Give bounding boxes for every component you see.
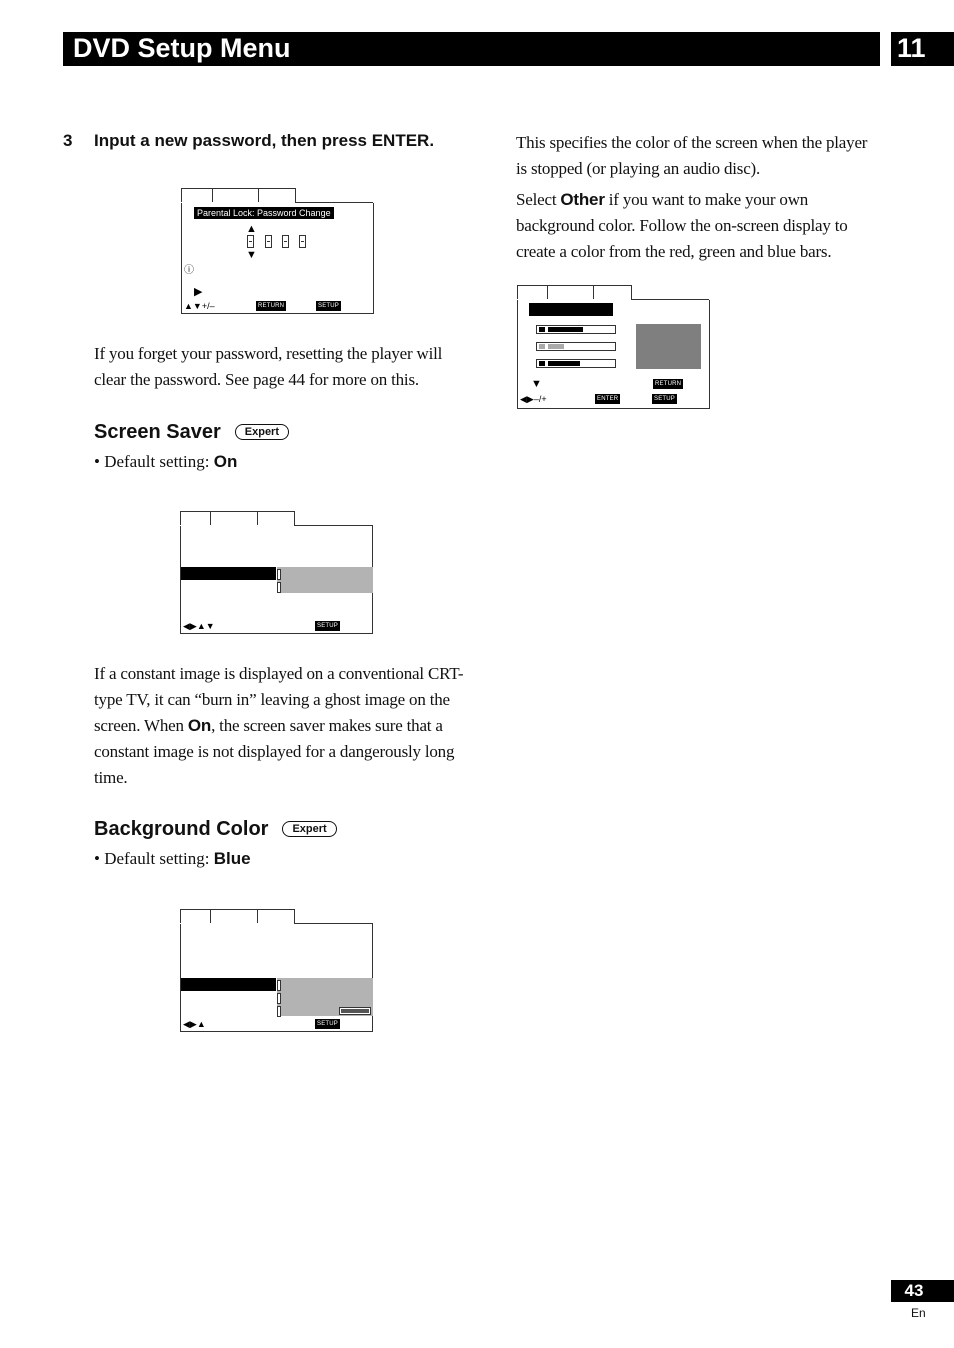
option-marker xyxy=(277,993,281,1004)
screen-frame xyxy=(517,300,710,409)
red-fill xyxy=(548,327,583,332)
screen-tab xyxy=(547,285,594,299)
info-circle-icon: ⓘ xyxy=(184,265,194,276)
screen-saver-heading xyxy=(94,421,289,444)
background-color-other-text xyxy=(516,187,881,265)
screen-tab xyxy=(212,188,259,202)
setup-key: SETUP xyxy=(318,303,340,309)
down-arrow-icon: ▼ xyxy=(531,378,542,390)
password-digit xyxy=(247,235,254,248)
screen-frame xyxy=(180,924,373,1032)
section-title: Screen Saver xyxy=(94,421,221,443)
control-hint: ◀▶▲▼ xyxy=(183,621,215,631)
enter-key: ENTER xyxy=(597,396,619,402)
screen-frame xyxy=(180,526,373,634)
return-key: RETURN xyxy=(655,381,682,387)
expert-badge: Expert xyxy=(235,424,289,440)
screen-tab xyxy=(180,909,211,923)
control-hint: ◀▶▲ xyxy=(183,1019,206,1029)
forget-password-text: If you forget your password, resetting the player will clear the password. See page 44 for more on this. xyxy=(94,344,443,389)
setup-key: SETUP xyxy=(654,396,676,402)
screen-tab xyxy=(210,909,258,923)
background-color-heading xyxy=(94,818,337,841)
setup-key: SETUP xyxy=(317,1021,339,1027)
default-value: Blue xyxy=(213,849,251,868)
screen-tab xyxy=(517,285,548,299)
step-number: 3 xyxy=(63,131,73,150)
screen-label: Parental Lock: Password Change xyxy=(194,207,334,219)
option-marker xyxy=(277,980,281,991)
screen-tab-active xyxy=(258,188,296,202)
screen-tab xyxy=(181,188,213,202)
step-instruction xyxy=(63,131,434,151)
desc-text: if you want to make your own background color. Follow the on-screen display to create a color from the red, green and blue bars. xyxy=(516,190,848,261)
blue-bar[interactable] xyxy=(536,359,616,368)
screen-saver-default xyxy=(94,452,237,472)
screen-frame xyxy=(181,203,374,314)
up-arrow-icon: ▲ xyxy=(246,223,257,235)
background-color-default xyxy=(94,849,251,869)
green-bar[interactable] xyxy=(536,342,616,351)
expert-badge: Expert xyxy=(282,821,336,837)
option-box xyxy=(339,1007,371,1015)
desc-text: If a constant image is displayed on a conventional CRT-type TV, it can “burn in” leaving a ghost image on the screen. When xyxy=(94,664,464,735)
green-fill xyxy=(548,344,564,349)
default-label: • Default setting: xyxy=(94,452,214,471)
option-marker xyxy=(277,569,281,580)
menu-title-highlight xyxy=(529,303,613,316)
return-key: RETURN xyxy=(258,303,285,309)
page-number: 43 xyxy=(904,1281,924,1300)
selected-menu-item xyxy=(181,978,276,991)
screen-tab-active xyxy=(257,511,295,525)
background-color-description: This specifies the color of the screen when the player is stopped (or playing an audio disc). xyxy=(516,133,868,178)
default-label: • Default setting: xyxy=(94,849,214,868)
selected-menu-item xyxy=(181,567,276,580)
control-hint: ◀▶–/+ xyxy=(520,394,547,404)
password-digit xyxy=(299,235,306,248)
language-code: En xyxy=(911,1306,926,1320)
chapter-number: 11 xyxy=(897,33,926,63)
password-digit xyxy=(265,235,272,248)
down-arrow-icon: ▼ xyxy=(246,249,257,261)
option-marker xyxy=(277,1006,281,1017)
red-bar[interactable] xyxy=(536,325,616,334)
page-title: DVD Setup Menu xyxy=(73,33,291,63)
control-hint: ▲▼+/– xyxy=(184,301,215,311)
default-value: On xyxy=(213,452,238,471)
screen-tab xyxy=(180,511,211,525)
desc-text: , the screen saver makes sure that a constant image is not displayed for a dangerously long time. xyxy=(94,716,455,787)
screen-tab xyxy=(210,511,258,525)
setup-key: SETUP xyxy=(317,623,339,629)
option-marker xyxy=(277,582,281,593)
section-title: Background Color xyxy=(94,818,269,840)
password-digit xyxy=(282,235,289,248)
screen-tab-active xyxy=(257,909,295,923)
screen-saver-description xyxy=(94,661,466,791)
color-preview xyxy=(636,324,701,369)
desc-bold: Other xyxy=(560,190,605,209)
step-text: Input a new password, then press ENTER. xyxy=(94,131,435,150)
right-arrow-icon: ▶ xyxy=(194,286,203,298)
screen-tab-active xyxy=(593,285,632,299)
desc-bold: On xyxy=(187,716,212,735)
blue-fill xyxy=(548,361,580,366)
option-panel xyxy=(277,567,373,593)
desc-text: Select xyxy=(516,190,561,209)
